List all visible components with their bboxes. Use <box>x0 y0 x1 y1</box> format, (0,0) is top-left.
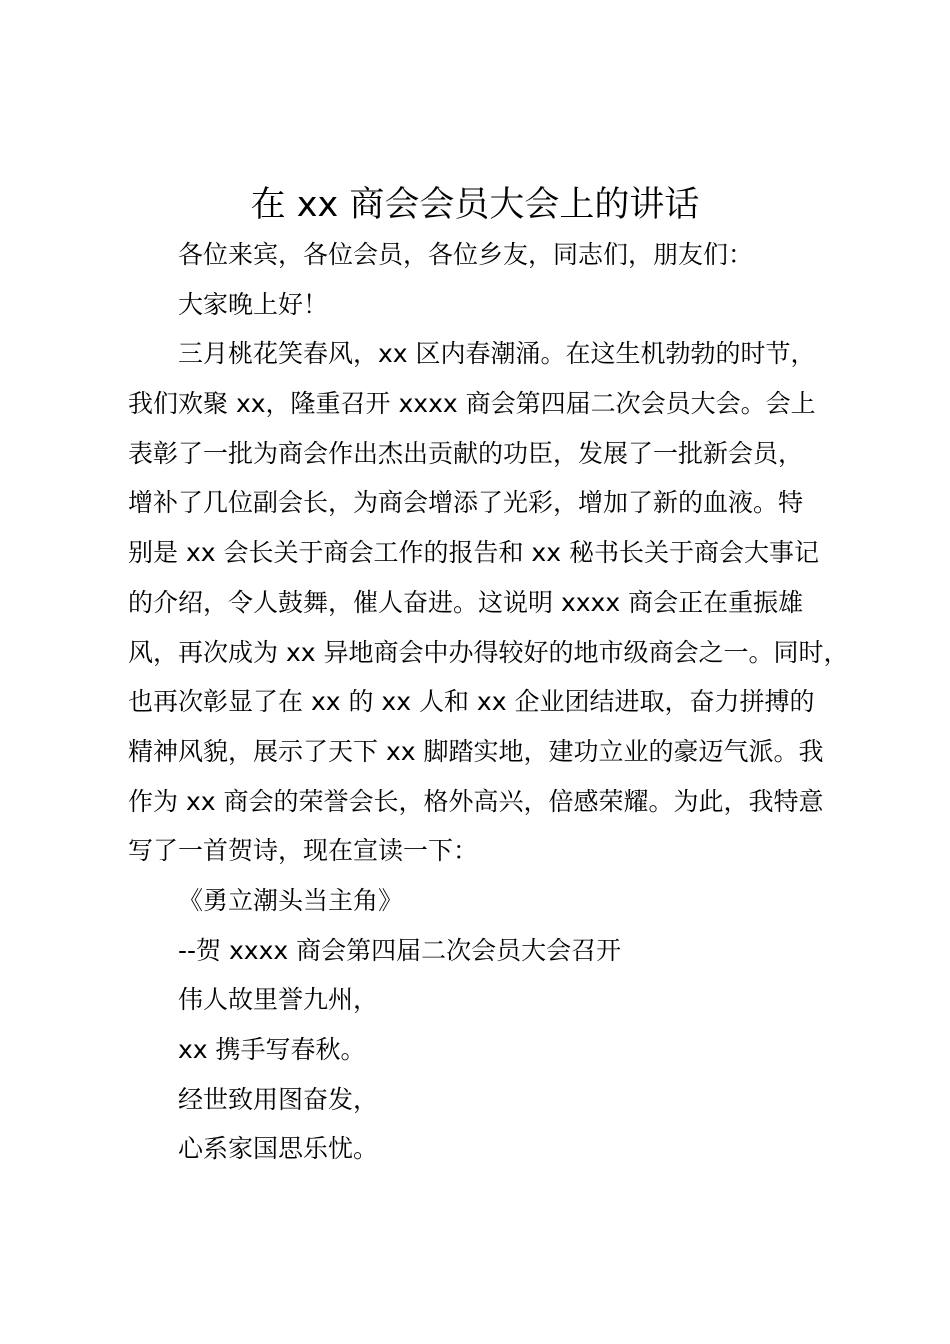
poem-line: xx 携手写春秋。 <box>178 1035 366 1064</box>
document-title: 在 xx 商会会员大会上的讲话 <box>250 185 700 225</box>
paragraph-line: 精神风貌，展示了天下 xx 脚踏实地，建功立业的豪迈气派。我 <box>128 736 824 766</box>
poem-line: 经世致用图奋发， <box>178 1084 379 1114</box>
paragraph-line: 作为 xx 商会的荣誉会长，格外高兴，倍感荣耀。为此，我特意 <box>128 786 824 816</box>
paragraph-line: 我们欢聚 xx，隆重召开 xxxx 商会第四届二次会员大会。会上 <box>128 389 816 419</box>
paragraph-line: 增补了几位副会长，为商会增添了光彩，增加了新的血液。特 <box>128 488 804 518</box>
poem-line: 心系家国思乐忧。 <box>178 1134 379 1164</box>
paragraph-line: 三月桃花笑春风，xx 区内春潮涌。在这生机勃勃的时节， <box>178 339 816 369</box>
paragraph-line: 表彰了一批为商会作出杰出贡献的功臣，发展了一批新会员， <box>128 438 804 468</box>
paragraph-line: 写了一首贺诗，现在宣读一下： <box>128 836 479 866</box>
poem-subtitle: --贺 xxxx 商会第四届二次会员大会召开 <box>178 935 622 965</box>
greeting-line: 大家晚上好！ <box>178 289 329 319</box>
paragraph-line: 的介绍，令人鼓舞，催人奋进。这说明 xxxx 商会正在重振雄 <box>128 587 804 617</box>
paragraph-line: 也再次彰显了在 xx 的 xx 人和 xx 企业团结进取，奋力拼搏的 <box>128 687 815 717</box>
paragraph-line: 风，再次成为 xx 异地商会中办得较好的地市级商会之一。同时， <box>128 637 849 667</box>
salutation-line: 各位来宾，各位会员，各位乡友，同志们，朋友们： <box>178 240 754 269</box>
paragraph-line: 别是 xx 会长关于商会工作的报告和 xx 秘书长关于商会大事记 <box>128 538 819 568</box>
poem-title: 《勇立潮头当主角》 <box>178 885 404 915</box>
poem-line: 伟人故里誉九州， <box>178 985 379 1015</box>
document-body <box>128 230 849 1174</box>
